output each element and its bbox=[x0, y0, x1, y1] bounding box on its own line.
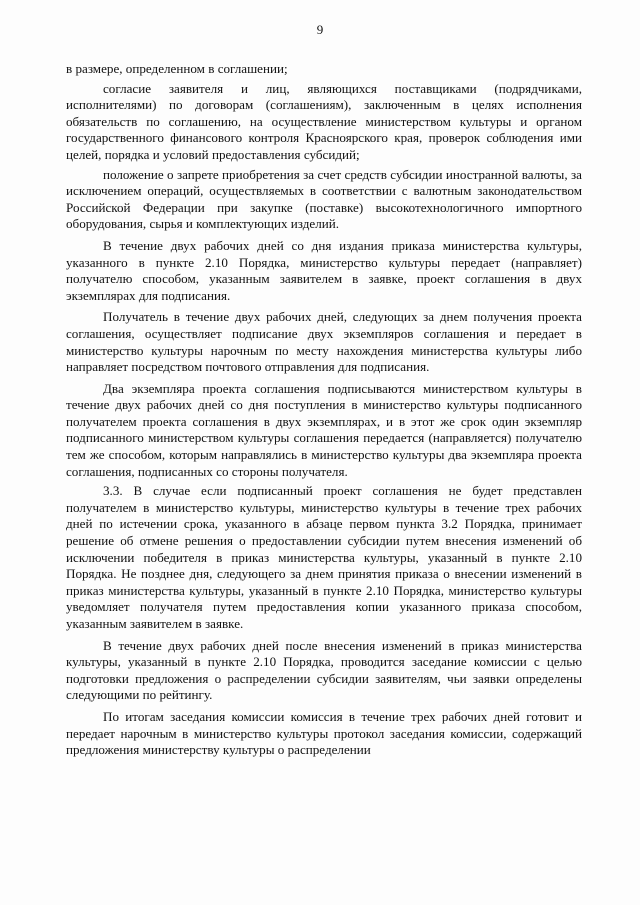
paragraph: Два экземпляра проекта соглашения подписываются министерством культуры в течение двух рабочих дней со дня поступления в министерство культуры подписанного получателем проекта соглашения в двух экземплярах, и в этот же срок один экземпляр подписанного министерством культуры соглашения передается (направляется) получателю тем же способом, которым направлялись в министерство культуры два экземпляра проекта соглашения, подписанных со стороны получателя. bbox=[66, 380, 582, 479]
paragraph: В течение двух рабочих дней после внесения изменений в приказ министерства культуры, указанный в пункте 2.10 Порядка, проводится заседание комиссии с целью подготовки предложения о распределении субсидии заявителям, чьи заявки определены следующими по рейтингу. bbox=[66, 637, 582, 703]
paragraph: Получатель в течение двух рабочих дней, следующих за днем получения проекта соглашения, осуществляет подписание двух экземпляров соглашения и передает в министерство культуры нарочным по месту нахождения министерства культуры либо направляет посредством почтового отправления для подписания. bbox=[66, 309, 582, 375]
paragraph: В течение двух рабочих дней со дня издания приказа министерства культуры, указанного в пункте 2.10 Порядка, министерство культуры передает (направляет) получателю способом, указанным заявителем в заявке, проект соглашения в двух экземплярах для подписания. bbox=[66, 237, 582, 303]
page-number: 9 bbox=[316, 22, 324, 37]
paragraph: По итогам заседания комиссии комиссия в течение трех рабочих дней готовит и передает нарочным в министерство культуры протокол заседания комиссии, содержащий предложения министерству культуры о распределении bbox=[66, 708, 582, 758]
paragraph: положение о запрете приобретения за счет средств субсидии иностранной валюты, за исключением операций, осуществляемых в соответствии с валютным законодательством Российской Федерации при закупке (поставке) высокотехнологичного импортного оборудования, сырья и комплектующих изделий. bbox=[66, 166, 582, 232]
paragraph: в размере, определенном в соглашении; bbox=[66, 61, 288, 76]
paragraph: 3.3. В случае если подписанный проект соглашения не будет представлен получателем в министерство культуры, министерство культуры в течение трех рабочих дней по истечении срока, указанного в абзаце первом пункта 3.2 Порядка, принимает решение об отмене решения о предоставлении субсидии путем внесения изменений об исключении победителя в приказ министерства культуры, указанный в пункте 2.10 Порядка. Не позднее дня, следующего за днем принятия приказа о внесении изменений в приказ министерства культуры, указанный в пункте 2.10 Порядка, министерство культуры уведомляет получателя путем предоставления копии указанного приказа способом, указанным заявителем в заявке. bbox=[66, 483, 582, 631]
document-body bbox=[66, 61, 582, 762]
paragraph: согласие заявителя и лиц, являющихся поставщиками (подрядчиками, исполнителями) по договорам (соглашениям), заключенным в целях исполнения обязательств по соглашению, на осуществление министерством культуры и органом государственного финансового контроля Красноярского края, проверок соблюдения ими целей, порядка и условий предоставления субсидий; bbox=[66, 80, 582, 162]
